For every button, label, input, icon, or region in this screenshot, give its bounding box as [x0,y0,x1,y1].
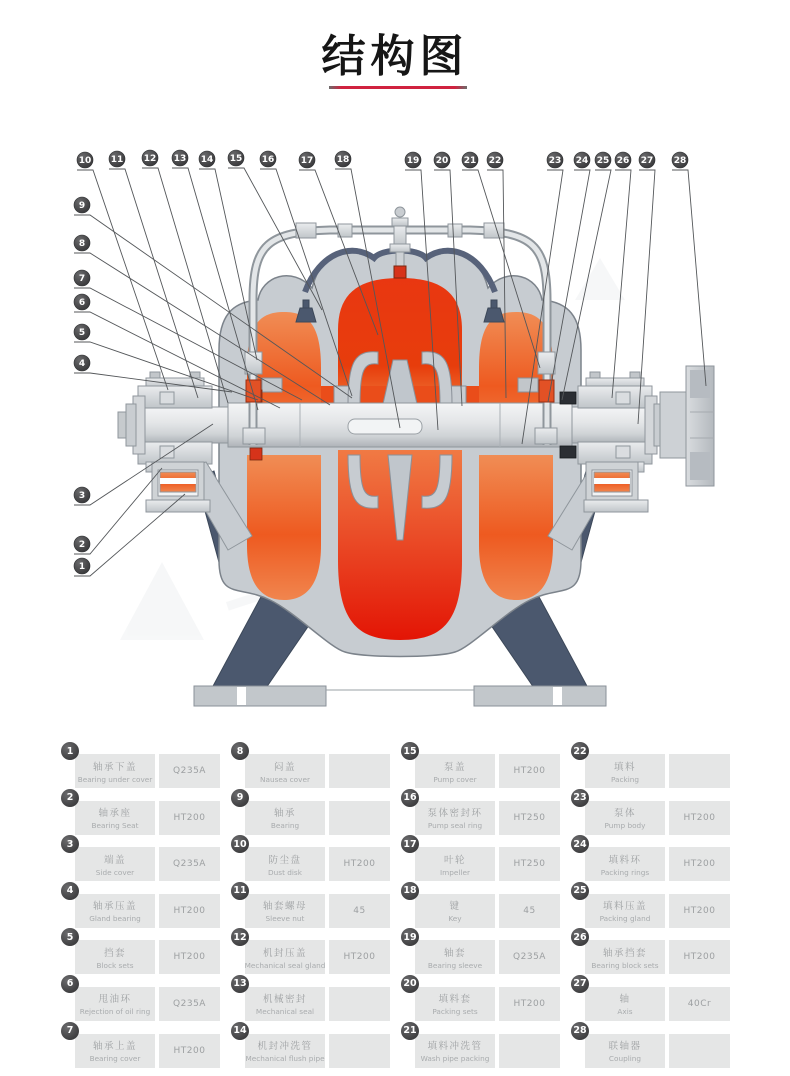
callout-16 [260,151,276,167]
callout-15 [228,150,244,166]
part-entry-16 [400,789,570,836]
svg-text:6: 6 [78,298,86,308]
part-material: HT200 [329,940,390,974]
part-name-en: Bearing Seat [91,821,139,831]
title-underline [329,86,467,89]
svg-text:21: 21 [463,156,477,166]
svg-text:24: 24 [575,156,589,166]
part-name-en: Packing gland [599,914,651,924]
part-name-en: Key [448,914,462,924]
part-name-en: Axis [617,1007,633,1017]
part-name-zh: 轴承下盖 [92,761,137,773]
part-number-badge: 21 [401,1022,419,1040]
part-number-badge: 25 [571,882,589,900]
part-number-badge: 22 [571,742,589,760]
part-material [499,1034,560,1068]
part-name-zh: 轴承 [273,808,296,820]
svg-text:12: 12 [143,154,157,164]
part-material: 40Cr [669,987,730,1021]
part-material [329,1034,390,1068]
svg-text:17: 17 [300,156,314,166]
part-number-badge: 28 [571,1022,589,1040]
part-number-badge: 6 [61,975,79,993]
part-number-badge: 23 [571,789,589,807]
part-entry-11 [230,882,400,929]
callout-2 [74,536,90,552]
part-name-en: Mechanical flush pipe [245,1054,325,1064]
part-material: HT200 [669,847,730,881]
part-name-en: Impeller [440,867,470,877]
part-name-zh: 填料冲洗管 [427,1041,483,1053]
svg-text:10: 10 [78,156,92,166]
part-name-en: Packing rings [600,867,650,877]
part-number-badge: 3 [61,835,79,853]
page-title: 结构图 [321,31,469,82]
callout-6 [74,294,90,310]
svg-text:7: 7 [78,274,86,284]
callout-20 [434,152,450,168]
svg-text:16: 16 [261,155,275,165]
callout-7 [74,270,90,286]
part-number-badge: 8 [231,742,249,760]
part-material: Q235A [159,754,220,788]
pump-structure-diagram [0,140,790,740]
part-name-en: Rejection of oil ring [79,1007,151,1017]
part-number-badge: 10 [231,835,249,853]
part-entry-27 [570,975,740,1022]
shaft-keyway [348,419,422,434]
part-name-zh: 轴承压盖 [92,901,137,913]
callout-21 [462,152,478,168]
part-entry-2 [60,789,230,836]
part-name-en: Bearing block sets [591,960,659,970]
part-name-zh: 防尘盘 [268,854,302,866]
part-number-badge: 4 [61,882,79,900]
part-entry-13 [230,975,400,1022]
part-number-badge: 27 [571,975,589,993]
callout-12 [142,150,158,166]
part-material: HT250 [499,847,560,881]
part-number-badge: 26 [571,928,589,946]
part-material: HT200 [159,894,220,928]
callout-3 [74,487,90,503]
part-name-zh: 轴套 [443,947,466,959]
part-material: HT200 [329,847,390,881]
part-material [669,754,730,788]
svg-text:27: 27 [640,156,654,166]
part-name-zh: 闷盖 [273,761,296,773]
part-entry-19 [400,928,570,975]
part-entry-15 [400,742,570,789]
part-name-zh: 甩油环 [98,994,132,1006]
part-material: HT250 [499,801,560,835]
part-number-badge: 5 [61,928,79,946]
part-name-zh: 填料环 [608,854,642,866]
part-name-en: Nausea cover [260,774,310,784]
part-name-en: Packing [610,774,640,784]
part-material: Q235A [159,987,220,1021]
part-number-badge: 24 [571,835,589,853]
part-material: 45 [329,894,390,928]
callout-28 [672,152,688,168]
callout-13 [172,150,188,166]
part-number-badge: 9 [231,789,249,807]
parts-table [60,742,740,1068]
part-entry-23 [570,789,740,836]
part-number-badge: 12 [231,928,249,946]
svg-text:8: 8 [78,239,86,249]
part-name-zh: 泵体密封环 [427,808,483,820]
part-entry-28 [570,1022,740,1069]
part-name-en: Pump body [604,821,646,831]
svg-text:15: 15 [229,154,243,164]
part-name-en: Pump cover [433,774,477,784]
svg-text:26: 26 [616,156,630,166]
callout-14 [199,151,215,167]
part-entry-18 [400,882,570,929]
callout-11 [109,151,125,167]
part-name-en: Coupling [608,1054,642,1064]
part-material: HT200 [499,987,560,1021]
callout-5 [74,324,90,340]
callout-22 [487,152,503,168]
svg-text:28: 28 [673,156,687,166]
callout-8 [74,235,90,251]
callout-19 [405,152,421,168]
svg-text:1: 1 [78,562,86,572]
part-material: HT200 [669,801,730,835]
part-entry-3 [60,835,230,882]
part-name-zh: 填料压盖 [602,901,647,913]
part-name-en: Sleeve nut [265,914,305,924]
part-name-en: Block sets [96,960,134,970]
part-material: Q235A [499,940,560,974]
part-name-zh: 轴承上盖 [92,1041,137,1053]
part-name-zh: 联轴器 [608,1041,642,1053]
part-entry-17 [400,835,570,882]
part-name-zh: 轴承挡套 [602,947,647,959]
part-entry-4 [60,882,230,929]
svg-text:20: 20 [435,156,449,166]
svg-text:19: 19 [406,156,420,166]
part-name-en: Bearing sleeve [427,960,483,970]
pedestal-feet [194,686,606,706]
part-material: HT200 [499,754,560,788]
part-name-zh: 轴承座 [98,808,132,820]
part-name-en: Gland bearing [89,914,141,924]
part-number-badge: 18 [401,882,419,900]
svg-text:18: 18 [336,155,350,165]
part-material: 45 [499,894,560,928]
callout-23 [547,152,563,168]
part-material: HT200 [669,940,730,974]
part-entry-24 [570,835,740,882]
part-number-badge: 7 [61,1022,79,1040]
part-name-zh: 泵盖 [443,761,466,773]
callout-1 [74,558,90,574]
callout-26 [615,152,631,168]
part-material [329,987,390,1021]
part-entry-12 [230,928,400,975]
pump-shaft [118,403,690,447]
part-material: Q235A [159,847,220,881]
part-material [329,754,390,788]
part-number-badge: 15 [401,742,419,760]
callout-24 [574,152,590,168]
svg-text:14: 14 [200,155,214,165]
part-number-badge: 19 [401,928,419,946]
part-entry-22 [570,742,740,789]
part-material [329,801,390,835]
part-name-en: Mechanical seal [255,1007,315,1017]
part-name-zh: 端盖 [103,854,126,866]
callout-25 [595,152,611,168]
svg-text:11: 11 [110,155,124,165]
part-number-badge: 1 [61,742,79,760]
part-entry-25 [570,882,740,929]
part-name-zh: 泵体 [613,808,636,820]
part-entry-1 [60,742,230,789]
part-name-zh: 轴套螺母 [262,901,307,913]
svg-text:22: 22 [488,156,502,166]
part-number-badge: 13 [231,975,249,993]
part-entry-6 [60,975,230,1022]
part-name-zh: 填料 [613,761,636,773]
svg-text:25: 25 [596,156,610,166]
part-number-badge: 20 [401,975,419,993]
part-name-zh: 叶轮 [443,854,466,866]
part-name-en: Packing sets [432,1007,478,1017]
part-name-en: Wash pipe packing [420,1054,490,1064]
svg-text:3: 3 [78,491,86,501]
part-material: HT200 [159,801,220,835]
svg-text:4: 4 [78,359,86,369]
part-number-badge: 16 [401,789,419,807]
part-name-zh: 挡套 [103,947,126,959]
part-name-en: Bearing cover [89,1054,141,1064]
svg-text:2: 2 [78,540,86,550]
part-entry-8 [230,742,400,789]
part-number-badge: 17 [401,835,419,853]
part-entry-26 [570,928,740,975]
part-name-zh: 填料套 [438,994,472,1006]
part-name-en: Bearing [270,821,300,831]
callout-10 [77,152,93,168]
part-entry-9 [230,789,400,836]
svg-text:23: 23 [548,156,562,166]
part-number-badge: 2 [61,789,79,807]
svg-text:5: 5 [78,328,86,338]
callout-4 [74,355,90,371]
part-entry-21 [400,1022,570,1069]
part-entry-7 [60,1022,230,1069]
svg-text:13: 13 [173,154,187,164]
part-name-en: Side cover [95,867,135,877]
part-name-zh: 机封冲洗管 [257,1041,313,1053]
part-entry-20 [400,975,570,1022]
part-material: HT200 [159,940,220,974]
part-name-zh: 键 [449,901,461,913]
part-name-zh: 机封压盖 [262,947,307,959]
part-number-badge: 14 [231,1022,249,1040]
part-entry-5 [60,928,230,975]
callout-18 [335,151,351,167]
part-material: HT200 [669,894,730,928]
callout-9 [74,197,90,213]
part-entry-10 [230,835,400,882]
part-name-en: Bearing under cover [77,774,153,784]
svg-text:9: 9 [78,201,86,211]
part-name-en: Dust disk [268,867,302,877]
part-name-zh: 机械密封 [262,994,307,1006]
part-entry-14 [230,1022,400,1069]
part-material [669,1034,730,1068]
part-material: HT200 [159,1034,220,1068]
part-name-en: Mechanical seal gland [244,960,326,970]
part-name-en: Pump seal ring [427,821,483,831]
callout-27 [639,152,655,168]
part-name-zh: 轴 [619,994,631,1006]
part-number-badge: 11 [231,882,249,900]
callout-17 [299,152,315,168]
